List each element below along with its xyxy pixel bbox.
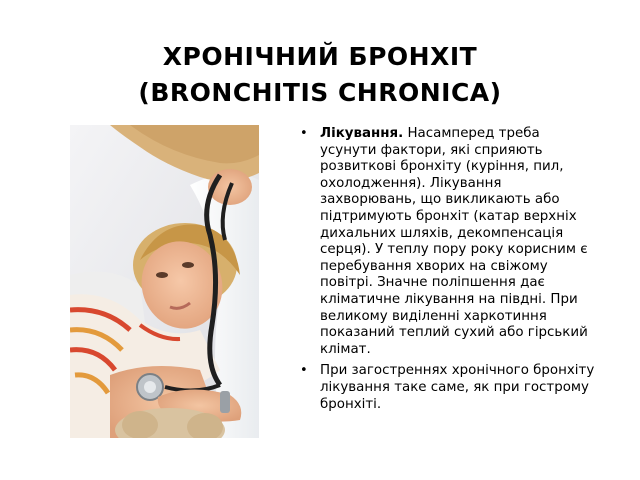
- bullet-heading: Лікування.: [320, 126, 404, 141]
- title-line-1: ХРОНІЧНИЙ БРОНХІТ: [162, 41, 478, 71]
- bullet-icon: •: [300, 126, 308, 141]
- bullet-list: [300, 126, 600, 418]
- bullet-text: Насамперед треба усунути фактори, які сприяють розвиткові бронхіту (куріння, пил, охолодження). Лікування захворювань, що викликають або підтримують бронхіт (катар верхніх дихальних шляхів, декомпенсація серця). У теплу пору року корисним є перебування хворих на свіжому повітрі. Значне поліпшення дає кліматичне лікування на півдні. При великому виділенні харкотиння показаний теплий сухий або гірський клімат.: [320, 126, 588, 357]
- slide-title: [40, 39, 600, 111]
- bullet-icon: •: [300, 363, 308, 379]
- list-item: [300, 126, 600, 358]
- title-line-2: (BRONCHITIS CHRONICA): [138, 77, 502, 107]
- doctor-examining-child-photo: [70, 125, 259, 438]
- bullet-text: При загостреннях хронічного бронхіту лікування таке саме, як при гострому бронхіті.: [320, 363, 595, 412]
- list-item: [300, 363, 600, 413]
